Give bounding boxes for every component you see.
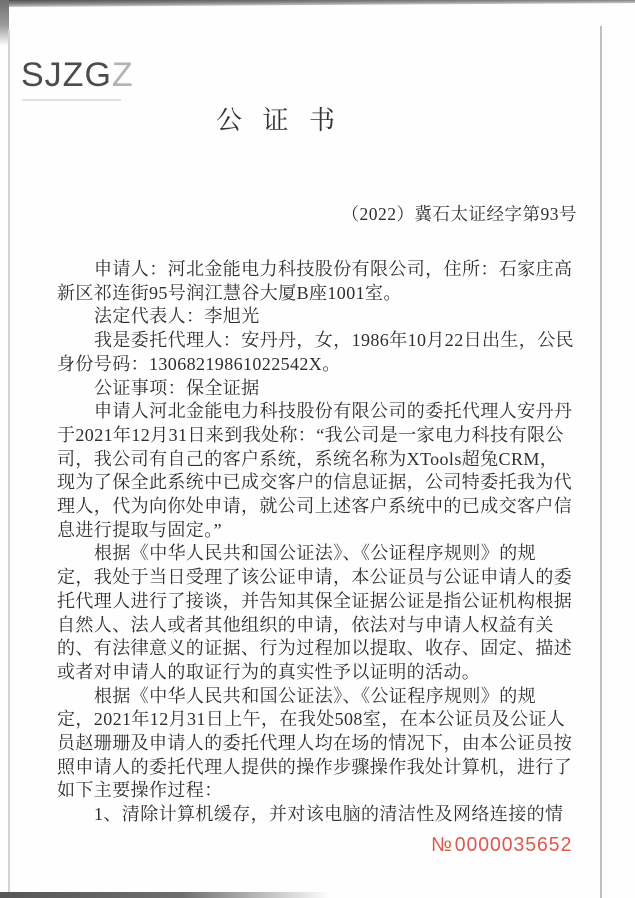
body-line: 根据《中华人民共和国公证法》、《公证程序规则》的规 [94, 543, 536, 564]
case-number: （2022）冀石太证经字第93号 [341, 204, 577, 224]
body-line: 托代理人进行了接谈，并告知其保全证据公证是指公证机构根据 [57, 590, 573, 611]
body-line: 员赵珊珊及申请人的委托代理人均在场的情况下，由本公证员按 [57, 733, 573, 754]
scan-edge-right [600, 26, 602, 898]
body-line: 于2021年12月31日来到我处称：“我公司是一家电力科技有限公 [57, 424, 564, 445]
body-line: 1、清除计算机缓存，并对该电脑的清洁性及网络连接的情 [94, 804, 564, 825]
body-line: 身份号码：13068219861022542X。 [57, 353, 341, 374]
body-line: 自然人、法人或者其他组织的申请，依法对与申请人权益有关 [57, 614, 554, 635]
serial-number: 0000035652 [454, 834, 573, 856]
body-line: 定，2021年12月31日上午，在我处508室，在本公证员及公证人 [57, 709, 566, 730]
serial-prefix: № [431, 834, 453, 856]
body-line: 的、有法律意义的证据、行为过程加以提取、收存、固定、描述 [57, 638, 573, 659]
body-line: 我是委托代理人：安丹丹，女，1986年10月22日出生，公民 [94, 330, 574, 351]
body-line: 如下主要操作过程： [57, 780, 223, 801]
body-line: 公证事项：保全证据 [94, 377, 260, 398]
body-line: 定，我处于当日受理了该公证申请，本公证员与公证申请人的委 [57, 567, 573, 588]
scan-edge-bottom [0, 892, 330, 898]
scan-edge-top [0, 0, 635, 7]
corner-scan-code-ghost: Z [111, 56, 134, 94]
body-line: 理人，代为向你处申请，就公司上述客户系统中的已成交客户信 [57, 496, 573, 517]
document-title: 公 证 书 [215, 106, 342, 135]
corner-scan-code-main: SJZG [21, 56, 112, 94]
body-line: 法定代表人：李旭光 [94, 306, 260, 327]
body-line: 新区祁连街95号润江慧谷大厦B座1001室。 [57, 282, 402, 303]
body-line: 申请人河北金能电力科技股份有限公司的委托代理人安丹丹 [94, 401, 573, 422]
body-line: 息进行提取与固定。” [57, 519, 222, 540]
body-line: 司，我公司有自己的客户系统，系统名称为XTools超兔CRM， [57, 448, 559, 469]
serial-number-stamp [431, 834, 572, 857]
body-line: 或者对申请人的取证行为的真实性予以证明的活动。 [57, 661, 481, 682]
body-line: 现为了保全此系统中已成交客户的信息证据，公司特委托我为代 [57, 472, 573, 493]
scan-edge-left [8, 30, 10, 898]
body-line: 照申请人的委托代理人提供的操作步骤操作我处计算机，进行了 [57, 756, 573, 777]
corner-scan-code [21, 58, 134, 92]
body-line: 申请人：河北金能电力科技股份有限公司，住所：石家庄高 [94, 259, 573, 279]
document-body [57, 258, 587, 827]
body-line: 根据《中华人民共和国公证法》、《公证程序规则》的规 [94, 685, 536, 706]
